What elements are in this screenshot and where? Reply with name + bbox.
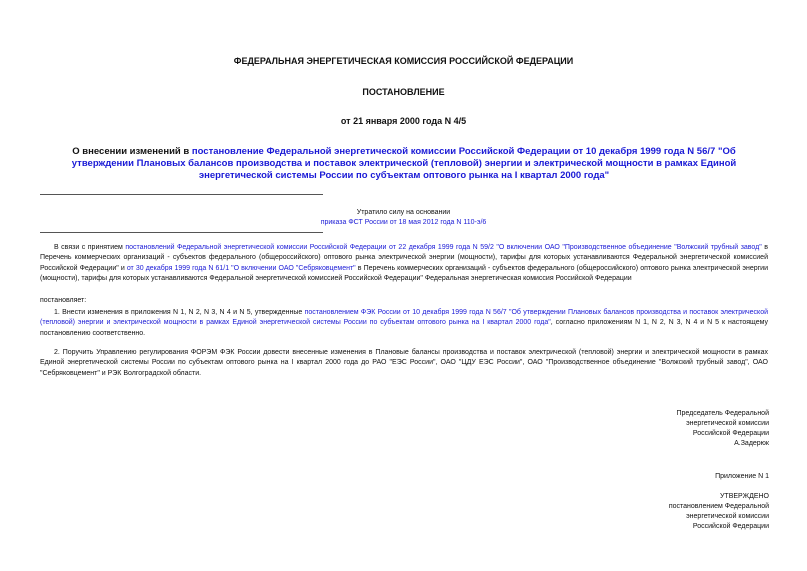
approval-line-1: постановлением Федеральной xyxy=(668,503,769,510)
clause-1-link[interactable]: постановлением ФЭК России от 10 декабря 1999 года N 56/7 "Об утверждении Плановых балансов производства и поставок электрической (тепловой) энергии и электрической мощности в рамках Единой энергетической системы России по субъектам оптового рынка на I квартал 2000 года" xyxy=(40,309,769,327)
document-date: от 21 января 2000 года N 4/5 xyxy=(340,116,467,126)
resolves-label: постановляет: xyxy=(40,297,87,304)
title-prefix: О внесении изменений в xyxy=(72,146,192,157)
preamble-text-3: в Перечень коммерческих организаций - субъектов федерального (общероссийского) оптового рынка электрической энергии (мощности), тарифы для которых устанавливаются Федеральной энергетической комиссией Российской Федерации" Федеральная энергетическая комиссия Российской Федерации xyxy=(40,264,769,283)
signature-line-2: энергетической комиссии xyxy=(686,420,769,427)
approval-block xyxy=(669,492,769,532)
clause-2: 2. Поручить Управлению регулирования ФОРЭМ ФЭК России довести внесенные изменения в Плановые балансы производства и поставок электрической (тепловой) энергии и электрической мощности в рамках Единой энергетической системы России по субъектам оптового рынка на I квартал 2000 года до РАО "ЕЭС России", ОАО "ЦДУ ЕЭС России", ОАО "Производственное объединение "Волжский трубный завод", ОАО "Себряковцемент" и РЭК Волгоградской области. xyxy=(40,349,768,377)
approval-line-3: Российской Федерации xyxy=(692,523,769,530)
clause-1-text-2: , согласно приложениям N 1, N 2, N 3, N 4 и N 5 к настоящему постановлению соответственно. xyxy=(40,319,768,337)
title-link[interactable]: постановление Федеральной энергетической комиссии Российской Федерации от 10 декабря 1999 года N 56/7 "Об утверждении Плановых балансов производства и поставок электрической (тепловой) энергии и электрической мощности в рамках Единой энергетической системы России по субъектам оптового рынка на I квартал 2000 года" xyxy=(71,146,737,181)
status-note xyxy=(0,208,807,227)
divider-top xyxy=(40,194,323,195)
signature-line-1: Председатель Федеральной xyxy=(676,410,769,417)
approval-line-2: энергетической комиссии xyxy=(686,513,769,520)
signature-name: А.Задерюк xyxy=(734,440,769,447)
preamble-text-1: В связи с принятием xyxy=(54,244,126,251)
appendix-label: Приложение N 1 xyxy=(715,473,769,480)
document-type: ПОСТАНОВЛЕНИЕ xyxy=(362,87,445,97)
status-line: Утратило силу на основании xyxy=(356,209,451,216)
preamble-paragraph xyxy=(40,243,768,285)
preamble-link-1[interactable]: постановлений Федеральной энергетической комиссии Российской Федерации от 22 декабря 1999 года N 59/2 "О включении ОАО "Производственное объединение "Волжский трубный завод" xyxy=(125,244,762,251)
signature-block xyxy=(676,409,769,449)
divider-bottom xyxy=(40,232,323,233)
clause-1-text-1: 1. Внести изменения в приложения N 1, N 2, N 3, N 4 и N 5, утвержденные xyxy=(54,309,305,316)
approval-heading: УТВЕРЖДЕНО xyxy=(719,493,769,500)
clause-1 xyxy=(40,308,768,339)
signature-line-3: Российской Федерации xyxy=(692,430,769,437)
preamble-text-2: в Перечень коммерческих организаций - субъектов федерального (общероссийского) оптового рынка электрической энергии (мощности), тарифы для которых устанавливаются Федеральной энергетической комиссией Российской Федерации" и xyxy=(40,244,768,272)
org-heading: ФЕДЕРАЛЬНАЯ ЭНЕРГЕТИЧЕСКАЯ КОМИССИЯ РОССИЙСКОЙ ФЕДЕРАЦИИ xyxy=(233,56,574,66)
document-title xyxy=(40,146,768,182)
status-link[interactable]: приказа ФСТ России от 18 мая 2012 года N 110-э/6 xyxy=(320,218,487,226)
preamble-link-2[interactable]: от 30 декабря 1999 года N 61/1 "О включении ОАО "Себряковцемент" xyxy=(126,264,356,272)
